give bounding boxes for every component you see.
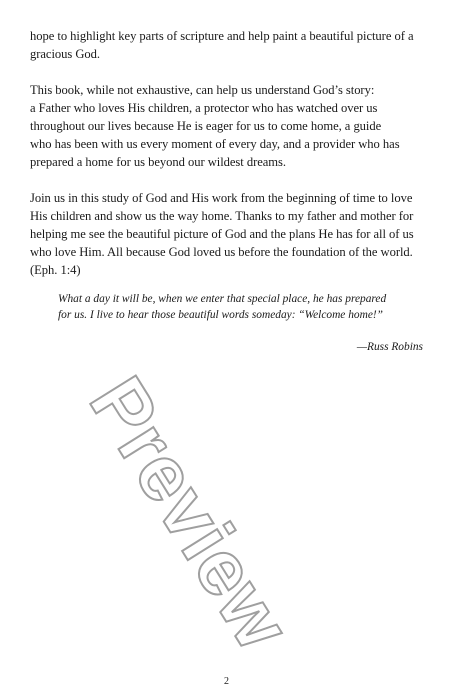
text-line: gracious God. <box>30 47 100 61</box>
quote-line: for us. I live to hear those beautiful words someday: “Welcome home!” <box>58 309 384 321</box>
text-line: This book, while not exhaustive, can help us understand God’s story: <box>30 83 375 97</box>
text-line: a Father who loves His children, a protector who has watched over us <box>30 101 378 115</box>
text-line: throughout our lives because He is eager for us to come home, a guide <box>30 119 382 133</box>
page-number: 2 <box>224 676 229 687</box>
preview-watermark: Preview <box>73 361 308 665</box>
text-line: hope to highlight key parts of scripture and help paint a beautiful picture of a <box>30 29 414 43</box>
quote-attribution: —Russ Robins <box>356 341 423 353</box>
text-line: helping me see the beautiful picture of God and the plans He has for all of us <box>30 227 414 241</box>
text-line: His children and show us the way home. Thanks to my father and mother for <box>30 209 414 223</box>
text-line: who love Him. All because God loved us before the foundation of the world. <box>30 245 413 259</box>
text-line: (Eph. 1:4) <box>30 263 81 277</box>
quote-line: What a day it will be, when we enter that special place, he has prepared <box>58 293 387 305</box>
text-line: who has been with us every moment of every day, and a provider who has <box>30 137 400 151</box>
text-line: Join us in this study of God and His work from the beginning of time to love <box>30 191 413 205</box>
text-line: prepared a home for us beyond our wildest dreams. <box>30 155 286 169</box>
